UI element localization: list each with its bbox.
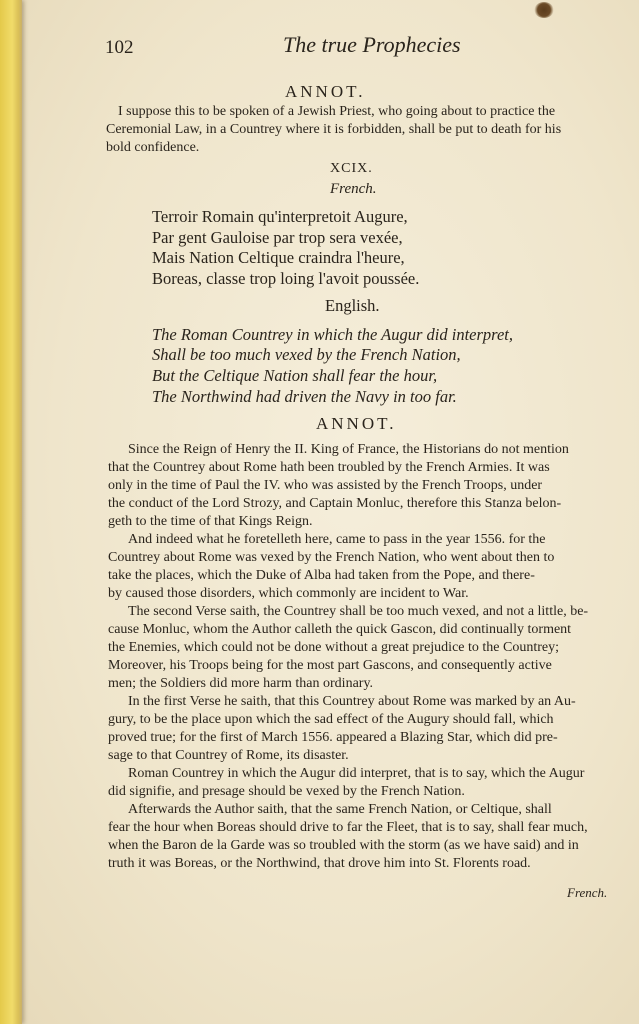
annot-line: truth it was Boreas, or the Northwind, that drove him into St. Florents road.	[108, 856, 531, 871]
french-verse: Terroir Romain qu'interpretoit Augure,	[152, 207, 408, 226]
page-number: 102	[105, 37, 134, 58]
annot-line: only in the time of Paul the IV. who was assisted by the French Troops, under	[108, 478, 543, 493]
running-title: The true Prophecies	[283, 32, 461, 57]
english-verse: But the Celtique Nation shall fear the hour,	[152, 366, 438, 385]
french-verse: Boreas, classe trop loing l'avoit poussée.	[152, 269, 420, 288]
annot-line: I suppose this to be spoken of a Jewish Priest, who going about to practice the	[118, 104, 556, 119]
annot-line: the conduct of the Lord Strozy, and Captain Monluc, therefore this Stanza belon-	[108, 496, 562, 511]
annot-line: Moreover, his Troops being for the most part Gascons, and consequently active	[108, 658, 552, 673]
english-verse: The Roman Countrey in which the Augur did interpret,	[152, 325, 513, 344]
annot-line: Since the Reign of Henry the II. King of France, the Historians do not mention	[128, 442, 569, 457]
annot-line: gury, to be the place upon which the sad effect of the Augury should fall, which	[108, 712, 554, 727]
annot-line: that the Countrey about Rome hath been troubled by the French Armies. It was	[108, 460, 550, 475]
annot-line: men; the Soldiers did more harm than ordinary.	[108, 676, 374, 691]
annot-heading: ANNOT.	[285, 82, 366, 101]
english-verse: The Northwind had driven the Navy in too far.	[152, 387, 457, 406]
annot-line: when the Baron de la Garde was so troubled with the storm (as we have said) and in	[108, 838, 579, 853]
annot-line: Roman Countrey in which the Augur did interpret, that is to say, which the Augur	[128, 766, 585, 781]
french-verse: Mais Nation Celtique craindra l'heure,	[152, 248, 405, 267]
annot-line: In the first Verse he saith, that this Countrey about Rome was marked by an Au-	[128, 694, 576, 709]
annot-line: bold confidence.	[106, 140, 200, 155]
annot-heading: ANNOT.	[316, 414, 397, 433]
annot-line: The second Verse saith, the Countrey shall be too much vexed, and not a little, be-	[128, 604, 589, 619]
catchword: French.	[567, 885, 608, 900]
annot-line: the Enemies, which could not be done without a great prejudice to the Countrey;	[108, 640, 559, 655]
french-verse: Par gent Gauloise par trop sera vexée,	[152, 228, 403, 247]
annot-line: sage to that Countrey of Rome, its disaster.	[108, 748, 349, 763]
french-label: French.	[330, 181, 377, 197]
annot-line: And indeed what he foretelleth here, came to pass in the year 1556. for the	[128, 532, 546, 547]
annot-line: did signifie, and presage should be vexed by the French Nation.	[108, 784, 465, 799]
stanza-number: XCIX.	[330, 161, 373, 176]
annot-line: Ceremonial Law, in a Countrey where it is forbidden, shall be put to death for his	[106, 122, 562, 137]
annot-line: Afterwards the Author saith, that the same French Nation, or Celtique, shall	[128, 802, 552, 817]
english-label: English.	[325, 296, 380, 315]
page-edge	[0, 0, 22, 1024]
english-verse: Shall be too much vexed by the French Nation,	[152, 345, 461, 364]
annot-line: Countrey about Rome was vexed by the French Nation, who went about then to	[108, 550, 555, 565]
annot-line: geth to the time of that Kings Reign.	[108, 514, 313, 529]
annot-line: proved true; for the first of March 1556. appeared a Blazing Star, which did pre-	[108, 730, 558, 745]
annot-line: by caused those disorders, which commonly are incident to War.	[108, 586, 469, 601]
ink-stain	[534, 2, 554, 18]
annot-line: take the places, which the Duke of Alba had taken from the Pope, and there-	[108, 568, 535, 583]
annot-line: fear the hour when Boreas should drive to far the Fleet, that is to say, shall fear much,	[108, 820, 588, 835]
annot-line: cause Monluc, whom the Author calleth the quick Gascon, did continually torment	[108, 622, 572, 637]
